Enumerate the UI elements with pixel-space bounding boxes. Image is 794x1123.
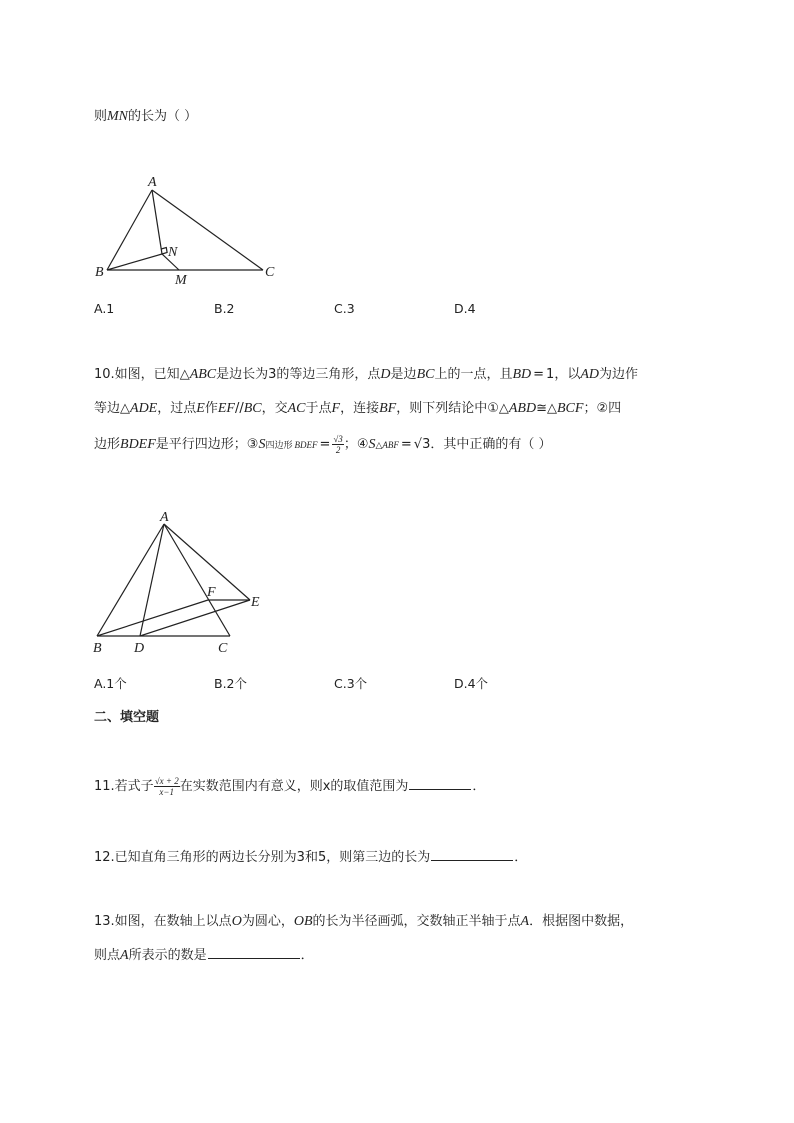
q11-frac-num: √x + 2	[154, 776, 179, 786]
q13-line-1	[94, 913, 633, 931]
q10-triangle-sym-3: △	[498, 401, 509, 416]
q10-label-a: A	[160, 510, 169, 525]
q10-triangle-sym-2: △	[120, 401, 131, 416]
q10-figure	[88, 505, 278, 660]
q11-fraction	[154, 776, 180, 797]
q10-var-bdef: BDEF	[120, 437, 156, 452]
q12-answer-blank[interactable]	[431, 847, 513, 861]
q13-t7: ．	[300, 948, 314, 963]
q10-var-bcf: BCF	[556, 401, 584, 416]
q13-t1: 13.如图，在数轴上以点	[94, 914, 232, 929]
q10-option-c[interactable]: C.3个	[334, 676, 368, 691]
q11-answer-blank[interactable]	[409, 776, 471, 790]
q12-t2: ．	[514, 850, 528, 865]
q11-t1: 11.若式子	[94, 779, 154, 794]
q10-congruent-sym: ≅	[536, 401, 547, 416]
q10-var-bc-2: BC	[243, 401, 262, 416]
section-heading-fill-in: 二、填空题	[94, 710, 160, 725]
q10-t17: ；④	[343, 437, 369, 452]
q10-t14: ；②四	[583, 401, 622, 416]
q10-t15: 边形	[94, 437, 121, 452]
q13-var-a: A	[520, 914, 530, 929]
q13-var-a-2: A	[120, 948, 129, 963]
q10-var-ade: ADE	[130, 401, 158, 416]
q10-var-f: F	[331, 401, 341, 416]
q10-frac-den: 2	[335, 445, 341, 455]
q10-area-s: S	[258, 437, 266, 452]
q10-label-d: D	[134, 641, 145, 656]
q13-t2: 为圆心，	[241, 914, 294, 929]
q10-area-sub-bdef: BDEF	[294, 440, 318, 450]
q10-var-abd: ABD	[508, 401, 537, 416]
q10-eq-2: =	[319, 437, 331, 452]
q10-label-c: C	[218, 641, 228, 656]
q13-t5: 则点	[94, 948, 121, 963]
q10-eq-3: =	[400, 437, 412, 452]
q10-frac-num: √3	[333, 434, 343, 444]
q9-stem	[94, 108, 197, 126]
q10-var-bc: BC	[416, 367, 435, 382]
q10-fraction	[332, 434, 343, 455]
q9-text-1: 则	[94, 109, 108, 124]
q10-edge-ac	[164, 524, 230, 636]
q10-area-s-2: S	[368, 437, 376, 452]
q9-figure	[88, 172, 288, 290]
q9-edge-ab	[107, 190, 152, 270]
q10-t4: 上的一点，且	[434, 367, 513, 382]
q10-option-a[interactable]: A.1个	[94, 676, 127, 691]
q10-t13: ，则下列结论中①	[396, 401, 499, 416]
q10-option-d[interactable]: D.4个	[454, 676, 489, 691]
q10-var-ac: AC	[287, 401, 306, 416]
q11-t2: 在实数范围内有意义，则x的取值范围为	[179, 779, 409, 794]
q9-text-2: 的长为（ ）	[128, 109, 198, 124]
q10-t12: ，连接	[340, 401, 380, 416]
q10-option-b[interactable]: B.2个	[214, 676, 248, 691]
q10-sub-abf: ABF	[382, 440, 399, 450]
q9-label-b: B	[95, 265, 104, 280]
q10-label-f: F	[207, 585, 216, 600]
q10-sqrt3: √3	[413, 437, 431, 452]
q9-label-c: C	[265, 265, 275, 280]
q10-label-e: E	[251, 595, 260, 610]
q10-t16: 是平行四边形；③	[155, 437, 259, 452]
q11-frac-den: x−1	[159, 787, 174, 797]
q10-var-bf: BF	[379, 401, 397, 416]
q13-t6: 所表示的数是	[128, 948, 207, 963]
q13-var-o: O	[231, 914, 242, 929]
q12-stem	[94, 847, 527, 867]
q10-triangle-sym: △	[179, 367, 190, 382]
q9-option-c[interactable]: C.3	[334, 301, 355, 316]
q10-t3: 是边	[390, 367, 417, 382]
q10-t18: ．其中正确的有（ ）	[430, 437, 552, 452]
q10-t2: 是边长为3的等边三角形，点	[216, 367, 381, 382]
q10-segment-de	[140, 600, 250, 636]
q13-answer-blank[interactable]	[208, 945, 300, 959]
q10-var-abc: ABC	[189, 367, 217, 382]
q10-area-sub-quad: 四边形	[265, 441, 293, 451]
q10-label-b: B	[93, 641, 102, 656]
q10-line-3	[94, 434, 552, 455]
q10-t10: ，交	[261, 401, 288, 416]
q10-t6: 为边作	[599, 367, 639, 382]
q10-line-2	[94, 400, 621, 418]
q10-sub-triangle: △	[375, 441, 383, 451]
q11-stem	[94, 776, 485, 797]
q10-t8: ，过点	[157, 401, 197, 416]
q10-t11: 于点	[305, 401, 332, 416]
q13-t3: 的长为半径画弧，交数轴正半轴于点	[312, 914, 521, 929]
q10-var-ef: EF	[217, 401, 235, 416]
q10-eq: =	[533, 367, 545, 382]
q13-t4: ．根据图中数据，	[529, 914, 634, 929]
q9-option-d[interactable]: D.4	[454, 301, 476, 316]
q10-var-e: E	[196, 401, 205, 416]
q9-label-a: A	[148, 175, 157, 190]
q10-triangle-sym-4: △	[546, 401, 557, 416]
q10-var-bd: BD	[512, 367, 532, 382]
q10-edge-ab	[97, 524, 164, 636]
q13-var-ob: OB	[293, 914, 313, 929]
q10-segment-bf	[97, 600, 208, 636]
q10-t5: ，以	[554, 367, 581, 382]
q10-t9: 作	[204, 401, 218, 416]
q10-t7: 等边	[94, 401, 121, 416]
q9-segment-an	[152, 190, 162, 254]
q9-option-b[interactable]: B.2	[214, 301, 235, 316]
q9-var-mn: MN	[107, 109, 129, 124]
q10-num-1: 1	[546, 367, 555, 382]
q13-line-2	[94, 945, 314, 965]
q10-t1: 10.如图，已知	[94, 367, 180, 382]
q9-option-a[interactable]: A.1	[94, 301, 115, 316]
q9-label-m: M	[175, 273, 187, 288]
q10-segment-ad	[140, 524, 164, 636]
q12-t1: 12.已知直角三角形的两边长分别为3和5，则第三边的长为	[94, 850, 431, 865]
q10-parallel-sym: //	[234, 401, 244, 416]
q10-var-ad: AD	[580, 367, 600, 382]
q10-line-1	[94, 366, 638, 384]
q10-var-d: D	[380, 367, 391, 382]
q11-t3: ．	[472, 779, 486, 794]
q9-label-n: N	[168, 245, 178, 260]
